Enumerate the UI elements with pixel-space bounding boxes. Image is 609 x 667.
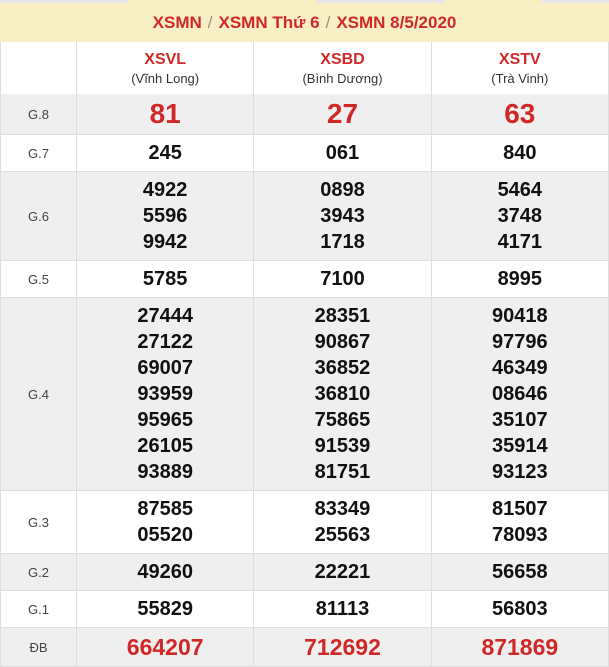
breadcrumb-separator: /	[325, 13, 331, 32]
prize-number: 55829	[137, 598, 193, 620]
prize-cell-g6-xsbd	[253, 172, 430, 260]
prize-number: 81507	[492, 498, 548, 520]
prize-row-g6	[1, 171, 608, 260]
prize-number: 9942	[142, 231, 188, 253]
prize-number: 8995	[497, 268, 543, 290]
prize-cell-g6-xsvl	[76, 172, 253, 260]
prize-cell-g8-xsvl	[76, 94, 253, 134]
prize-cell-g7-xsvl	[76, 135, 253, 171]
prize-number: 78093	[492, 524, 548, 546]
prize-cell-g2-xsvl	[76, 554, 253, 590]
prize-cell-g7-xsbd	[253, 135, 430, 171]
prize-number: 56658	[492, 561, 548, 583]
prize-number: 95965	[137, 409, 193, 431]
prize-number: 1718	[320, 231, 365, 253]
prize-number: 91539	[314, 435, 371, 457]
prize-cell-g8-xstv	[431, 94, 608, 134]
prize-number: 871869	[481, 634, 559, 660]
prize-row-g1	[1, 590, 608, 627]
prize-number: 90867	[314, 331, 371, 353]
prize-number: 63	[504, 98, 536, 129]
prize-number: 05520	[137, 524, 193, 546]
prize-label-g7: G.7	[28, 145, 49, 161]
prize-number: 27	[326, 98, 359, 129]
prize-row-g2	[1, 553, 608, 590]
column-header-xsvl	[76, 42, 253, 94]
prize-number: 87585	[137, 498, 193, 520]
prize-cell-g8-xsbd	[253, 94, 430, 134]
prize-number: 840	[503, 142, 537, 164]
prize-number: 35914	[492, 435, 548, 457]
prize-cell-g3-xsvl	[76, 491, 253, 553]
prize-label-db: ĐB	[29, 639, 48, 655]
prize-cell-db-xsvl	[76, 628, 253, 666]
prize-number: 245	[148, 142, 182, 164]
prize-cell-g7-xstv	[431, 135, 608, 171]
breadcrumb-separator: /	[207, 13, 213, 32]
prize-cell-db-xsbd	[253, 628, 430, 666]
prize-cell-g4-xsvl	[76, 298, 253, 490]
province-link-xsvl[interactable]: XSVL	[144, 51, 187, 68]
prize-number: 4171	[497, 231, 543, 253]
prize-number: 97796	[492, 331, 548, 353]
prize-rows	[1, 94, 608, 666]
prize-label-g8: G.8	[28, 106, 49, 122]
prize-number: 83349	[314, 498, 371, 520]
prize-number: 35107	[492, 409, 548, 431]
prize-number: 90418	[492, 305, 548, 327]
header-label-cell	[1, 42, 76, 94]
prize-label-g4: G.4	[28, 386, 49, 402]
prize-number: 36810	[314, 383, 371, 405]
prize-number: 3943	[320, 205, 365, 227]
prize-row-g5	[1, 260, 608, 297]
prize-number: 49260	[137, 561, 193, 583]
prize-number: 061	[325, 142, 360, 164]
prize-number: 93123	[492, 461, 548, 483]
prize-number: 93959	[137, 383, 193, 405]
prize-cell-g5-xsvl	[76, 261, 253, 297]
prize-label-g5: G.5	[28, 271, 49, 287]
prize-cell-g5-xstv	[431, 261, 608, 297]
prize-number: 27122	[137, 331, 193, 353]
breadcrumb-link-xsmn-thu-6[interactable]: XSMN Thứ 6	[218, 13, 320, 32]
prize-number: 75865	[314, 409, 371, 431]
province-link-xsbd[interactable]: XSBD	[320, 51, 365, 68]
prize-cell-g4-xstv	[431, 298, 608, 490]
prize-cell-db-xstv	[431, 628, 608, 666]
prize-cell-g1-xsvl	[76, 591, 253, 627]
prize-number: 93889	[137, 461, 193, 483]
prize-row-db	[1, 627, 608, 666]
table-header-row	[1, 42, 608, 94]
prize-label-g6: G.6	[28, 208, 49, 224]
prize-number: 5596	[142, 205, 188, 227]
province-name-tra-vinh: (Trà Vinh)	[491, 71, 549, 86]
prize-number: 81	[149, 98, 181, 129]
prize-number: 27444	[137, 305, 193, 327]
prize-label-g3: G.3	[28, 514, 49, 530]
prize-cell-g5-xsbd	[253, 261, 430, 297]
prize-number: 7100	[320, 268, 365, 290]
prize-number: 69007	[137, 357, 193, 379]
results-table	[0, 42, 609, 667]
province-name-binh-duong: (Bình Dương)	[302, 71, 383, 86]
prize-number: 5785	[142, 268, 188, 290]
column-header-xsbd	[253, 42, 430, 94]
prize-number: 25563	[314, 524, 371, 546]
prize-number: 08646	[492, 383, 548, 405]
breadcrumb	[0, 3, 609, 42]
prize-number: 4922	[142, 179, 188, 201]
prize-cell-g3-xsbd	[253, 491, 430, 553]
province-name-vinh-long: (Vĩnh Long)	[131, 71, 200, 86]
prize-cell-g4-xsbd	[253, 298, 430, 490]
prize-label-g2: G.2	[28, 564, 49, 580]
prize-row-g3	[1, 490, 608, 553]
prize-row-g8	[1, 94, 608, 134]
prize-cell-g1-xstv	[431, 591, 608, 627]
prize-number: 712692	[304, 634, 381, 660]
prize-row-g7	[1, 134, 608, 171]
prize-number: 36852	[314, 357, 371, 379]
prize-number: 0898	[320, 179, 365, 201]
breadcrumb-link-xsmn[interactable]: XSMN	[152, 13, 202, 32]
prize-cell-g1-xsbd	[253, 591, 430, 627]
column-header-xstv	[431, 42, 608, 94]
prize-number: 56803	[492, 598, 548, 620]
prize-cell-g2-xstv	[431, 554, 608, 590]
prize-cell-g3-xstv	[431, 491, 608, 553]
prize-cell-g2-xsbd	[253, 554, 430, 590]
prize-number: 26105	[137, 435, 193, 457]
prize-cell-g6-xstv	[431, 172, 608, 260]
prize-label-g1: G.1	[28, 601, 49, 617]
prize-number: 22221	[314, 561, 371, 583]
province-link-xstv[interactable]: XSTV	[498, 51, 541, 68]
prize-number: 664207	[126, 634, 204, 660]
prize-row-g4	[1, 297, 608, 490]
prize-number: 81113	[315, 598, 370, 620]
prize-number: 46349	[492, 357, 548, 379]
breadcrumb-link-xsmn-date[interactable]: XSMN 8/5/2020	[336, 13, 457, 32]
prize-number: 28351	[314, 305, 371, 327]
prize-number: 81751	[314, 461, 371, 483]
prize-number: 3748	[497, 205, 543, 227]
prize-number: 5464	[497, 179, 543, 201]
